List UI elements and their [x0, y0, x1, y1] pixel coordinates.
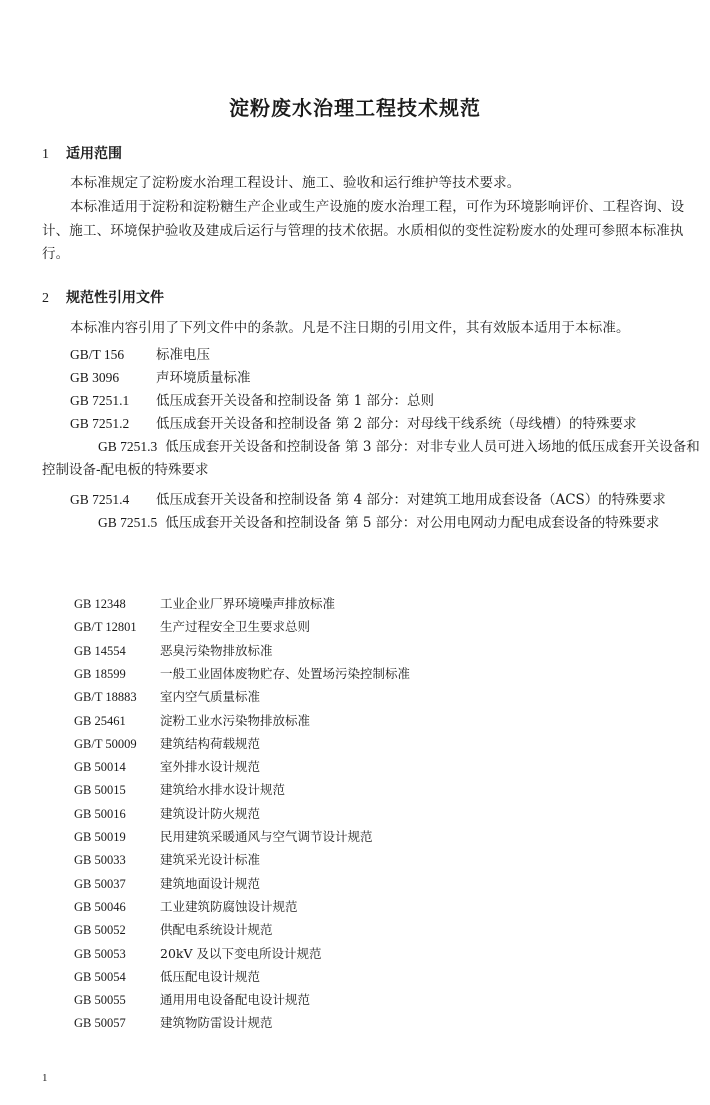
page-number: 1 [42, 1072, 48, 1084]
reference-title: 一般工业固体废物贮存、处置场污染控制标准 [160, 665, 411, 681]
reference-code: GB 7251.1 [70, 393, 130, 408]
reference-title: 声环境质量标准 [156, 370, 251, 386]
reference-item [42, 965, 260, 989]
section-2-intro: 本标准内容引用了下列文件中的条款。凡是不注日期的引用文件，其有效版本适用于本标准。 [70, 320, 630, 336]
reference-item [42, 755, 260, 779]
reference-item [42, 709, 310, 733]
reference-code: GB 7251.2 [70, 416, 130, 431]
section-1-title: 适用范围 [66, 146, 122, 162]
reference-code: GB 50015 [74, 783, 126, 798]
reference-item [42, 435, 708, 482]
reference-item [42, 895, 298, 919]
reference-title: 淀粉工业水污染物排放标准 [160, 712, 311, 728]
section-1-number: 1 [42, 147, 49, 162]
reference-title: 20kV 及以下变电所设计规范 [160, 945, 322, 961]
reference-item [42, 825, 373, 849]
reference-code: GB/T 18883 [74, 690, 137, 705]
section-1-heading [42, 143, 122, 163]
reference-title: 工业建筑防腐蚀设计规范 [160, 898, 298, 914]
reference-item [42, 1011, 273, 1035]
reference-code: GB 50054 [74, 969, 126, 984]
reference-code: GB 12348 [74, 597, 126, 611]
reference-title: 恶臭污染物排放标准 [160, 642, 273, 658]
reference-code: GB 18599 [74, 666, 126, 681]
reference-title: 低压成套开关设备和控制设备 第 5 部分：对公用电网动力配电成套设备的特殊要求 [165, 515, 660, 531]
reference-title: 通用用电设备配电设计规范 [160, 992, 311, 1008]
section-1-paragraph-2: 本标准适用于淀粉和淀粉糖生产企业或生产设施的废水治理工程，可作为环境影响评价、工程咨询、设计、施工、环境保护验收及建成后运行与管理的技术依据。水质相似的变性淀粉废水的处理可参照本标准执行。 [42, 199, 685, 262]
reference-code: GB 25461 [74, 713, 126, 728]
reference-item [42, 988, 310, 1012]
reference-title: 低压成套开关设备和控制设备 第 3 部分：对非专业人员可进入场地的低压成套开关设备和控制设备-配电板的特殊要求 [42, 439, 700, 478]
reference-title: 建筑物防雷设计规范 [160, 1015, 273, 1031]
reference-code: GB 50052 [74, 923, 126, 938]
reference-code: GB 14554 [74, 643, 126, 658]
section-2-title: 规范性引用文件 [66, 290, 164, 306]
reference-item [42, 615, 310, 639]
reference-title: 室外排水设计规范 [160, 759, 261, 775]
reference-item [42, 389, 708, 413]
reference-code: GB 50053 [74, 946, 126, 961]
reference-code: GB 3096 [70, 370, 120, 385]
reference-item [42, 366, 708, 390]
reference-title: 低压成套开关设备和控制设备 第 1 部分：总则 [156, 393, 434, 409]
reference-item [42, 848, 260, 872]
reference-title: 建筑结构荷载规范 [160, 735, 261, 751]
reference-code: GB 50016 [74, 806, 126, 821]
reference-title: 标准电压 [156, 347, 210, 363]
reference-item [42, 343, 708, 367]
reference-item [42, 592, 335, 616]
reference-item [42, 412, 708, 436]
reference-item [42, 488, 708, 512]
reference-item [42, 732, 260, 756]
reference-item [42, 511, 708, 535]
reference-item [42, 639, 273, 663]
reference-title: 低压成套开关设备和控制设备 第 2 部分：对母线干线系统（母线槽）的特殊要求 [156, 416, 637, 432]
reference-code: GB/T 50009 [74, 736, 137, 751]
reference-title: 民用建筑采暖通风与空气调节设计规范 [160, 829, 373, 844]
reference-code: GB 50046 [74, 899, 126, 914]
reference-code: GB 50014 [74, 760, 126, 775]
reference-code: GB 7251.3 [98, 439, 158, 454]
reference-title: 供配电系统设计规范 [160, 922, 273, 938]
section-2-heading [42, 287, 164, 307]
reference-item [42, 918, 273, 942]
reference-code: GB/T 156 [70, 347, 125, 362]
reference-code: GB 50037 [74, 876, 126, 891]
reference-code: GB 50057 [74, 1016, 126, 1031]
reference-code: GB 7251.5 [98, 515, 158, 530]
reference-code: GB 50019 [74, 830, 126, 844]
section-2-number: 2 [42, 291, 49, 306]
reference-title: 室内空气质量标准 [160, 689, 261, 705]
reference-title: 生产过程安全卫生要求总则 [160, 619, 311, 635]
reference-item [42, 802, 260, 826]
reference-title: 建筑地面设计规范 [160, 875, 261, 891]
document-title: 淀粉废水治理工程技术规范 [229, 96, 481, 120]
section-1-paragraph-1: 本标准规定了淀粉废水治理工程设计、施工、验收和运行维护等技术要求。 [70, 175, 521, 191]
reference-item [42, 685, 260, 709]
reference-title: 低压成套开关设备和控制设备 第 4 部分：对建筑工地用成套设备（ACS）的特殊要求 [156, 492, 666, 508]
reference-code: GB/T 12801 [74, 620, 137, 635]
reference-item [42, 942, 321, 966]
reference-item [42, 662, 410, 686]
reference-title: 工业企业厂界环境噪声排放标准 [160, 596, 336, 611]
reference-code: GB 50033 [74, 853, 126, 868]
reference-code: GB 50055 [74, 993, 126, 1008]
reference-item [42, 778, 285, 802]
reference-title: 低压配电设计规范 [160, 968, 261, 984]
reference-title: 建筑采光设计标准 [160, 852, 261, 868]
reference-title: 建筑给水排水设计规范 [160, 782, 286, 798]
reference-item [42, 872, 260, 896]
reference-title: 建筑设计防火规范 [160, 805, 261, 821]
reference-code: GB 7251.4 [70, 492, 130, 507]
